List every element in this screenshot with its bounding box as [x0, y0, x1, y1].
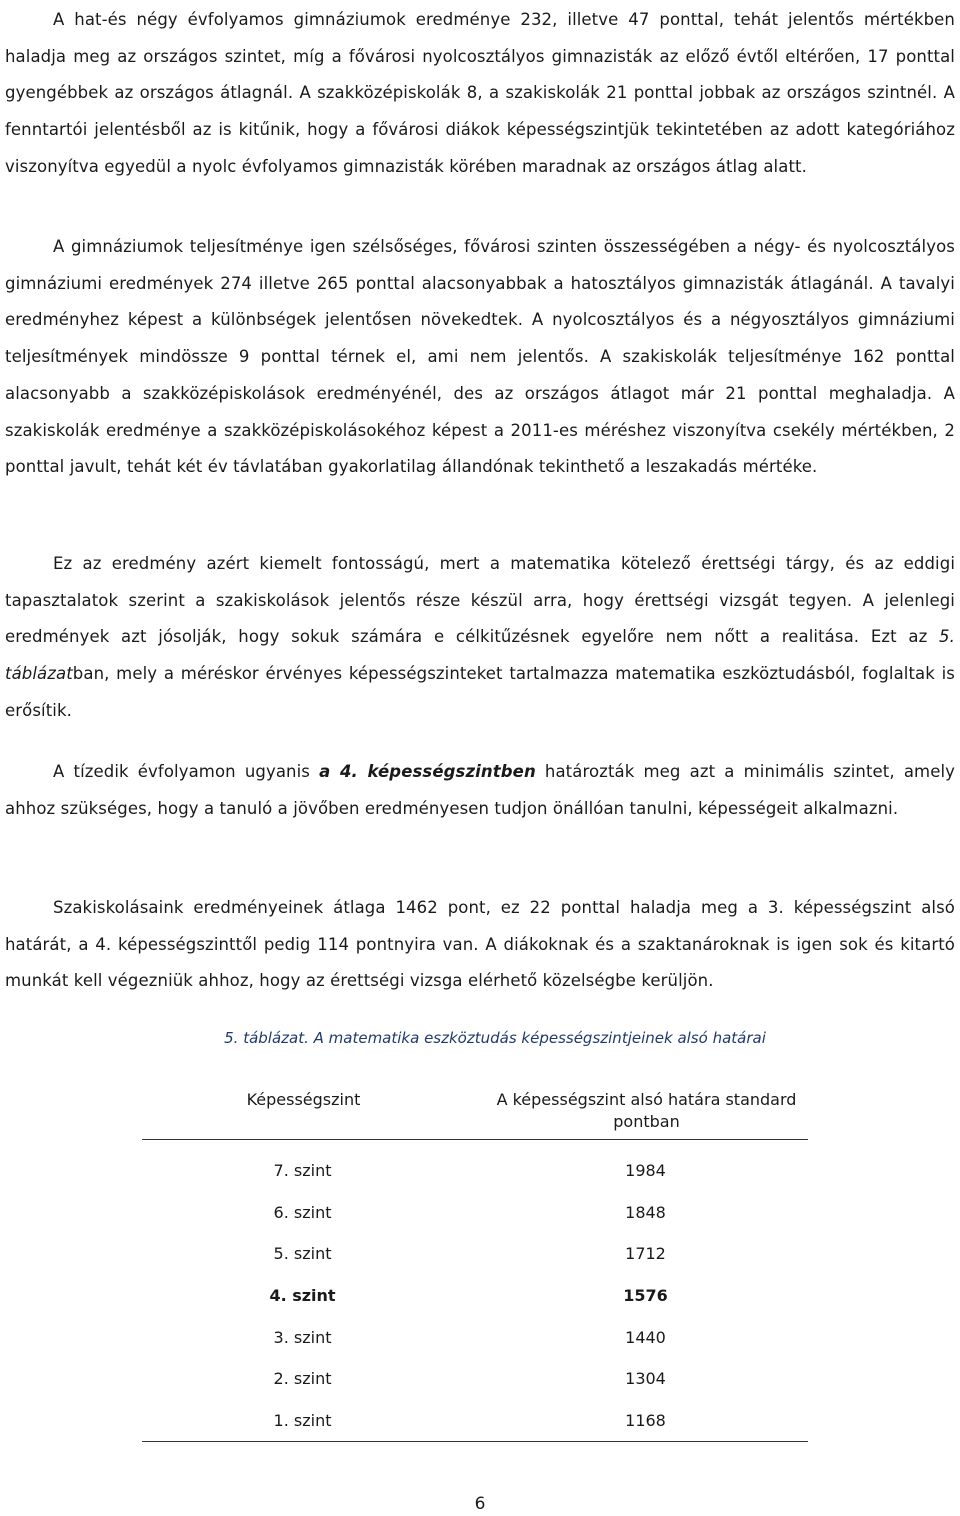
table-caption: 5. táblázat. A matematika eszköztudás képességszintjeinek alsó határai	[224, 1029, 766, 1047]
level-four-emphasis: a 4. képességszintben	[319, 762, 536, 781]
paragraph-importance-text-2: ban, mely a méréskor érvényes képességszinteket tartalmazza matematika eszköztudásból, foglaltak is erősítik.	[5, 664, 955, 720]
table-row	[142, 1192, 808, 1234]
paragraph-tenth-grade	[5, 754, 955, 827]
header-value: A képességszint alsó határa standard pontban	[485, 1086, 808, 1140]
table-row-highlighted	[142, 1275, 808, 1317]
value-cell: 1712	[625, 1244, 666, 1264]
level-cell: 2. szint	[273, 1369, 332, 1389]
ability-levels-table	[142, 1086, 808, 1442]
level-cell: 1. szint	[142, 1400, 485, 1442]
value-cell: 1984	[625, 1161, 666, 1181]
paragraph-tenth-grade-text-1: A tízedik évfolyamon ugyanis	[53, 762, 320, 781]
header-level: Képességszint	[142, 1086, 485, 1140]
table-row	[142, 1233, 808, 1275]
table-row	[142, 1358, 808, 1400]
paragraph-gymnasium-results: A hat-és négy évfolyamos gimnáziumok eredménye 232, illetve 47 ponttal, tehát jelentős mértékben haladja meg az országos szintet, míg a fővárosi nyolcosztályos gimnazisták az előző évtől eltérően, 17 ponttal gyengébbek az országos átlagnál. A szakközépiskolák 8, a szakiskolák 21 ponttal jobbak az országos szintnél. A fenntartói jelentésből az is kitűnik, hogy a fővárosi diákok képességszintjük tekintetében az adott kategóriához viszonyítva egyedül a nyolc évfolyamos gimnazisták körében maradnak az országos átlag alatt.	[5, 10, 955, 176]
level-cell: 4. szint	[269, 1286, 336, 1306]
table-row	[142, 1316, 808, 1358]
value-cell: 1304	[625, 1369, 666, 1389]
paragraph-gymnasium-performance: A gimnáziumok teljesítménye igen szélsőséges, fővárosi szinten összességében a négy- és nyolcosztályos gimnáziumi eredmények 274 illetve 265 ponttal alacsonyabbak a hatosztályos gimnazisták átlagánál. A tavalyi eredményhez képest a különbségek jelentősen növekedtek. A nyolcosztályos és a négyosztályos gimnáziumi teljesítmények mindössze 9 ponttal térnek el, ami nem jelentős. A szakiskolák teljesítménye 162 ponttal alacsonyabb a szakközépiskolások eredményénél, des az országos átlagot már 21 ponttal meghaladja. A szakiskolák eredménye a szakközépiskolásokéhoz képest a 2011-es méréshez viszonyítva csekély mértékben, 2 ponttal javult, tehát két év távlatában gyakorlatilag állandónak tekinthető a leszakadás mértéke.	[5, 237, 955, 477]
table-row	[142, 1140, 808, 1192]
value-cell: 1576	[623, 1286, 668, 1306]
value-cell: 1168	[485, 1400, 808, 1442]
paragraph-vocational-average: Szakiskolásaink eredményeinek átlaga 1462 pont, ez 22 ponttal haladja meg a 3. képességszint alsó határát, a 4. képességszinttől pedig 114 pontnyira van. A diákoknak és a szaktanároknak is igen sok és kitartó munkát kell végezniük ahhoz, hogy az érettségi vizsga elérhető közelségbe kerüljön.	[5, 898, 955, 991]
level-cell: 3. szint	[273, 1327, 332, 1347]
level-cell: 5. szint	[273, 1244, 332, 1264]
paragraph-tenth-grade-text-2: határozták meg azt a minimális szintet, amely ahhoz szükséges, hogy a tanuló a jövőben eredményesen tudjon önállóan tanulni, képességeit alkalmazni.	[5, 762, 955, 818]
table-reference: 5. táblázat	[5, 627, 955, 684]
paragraph-importance	[5, 546, 955, 730]
paragraph-importance-text-1: Ez az eredmény azért kiemelt fontosságú, mert a matematika kötelező érettségi tárgy, és az eddigi tapasztalatok szerint a szakiskolások jelentős része készül arra, hogy érettségi vizsgát tegyen. A jelenlegi eredmények azt jósolják, hogy sokuk számára e célkitűzésnek egyelőre nem nőtt a realitása. Ezt az	[5, 554, 955, 647]
level-cell: 7. szint	[273, 1161, 332, 1181]
level-cell: 6. szint	[273, 1202, 332, 1222]
value-cell: 1848	[625, 1202, 666, 1222]
value-cell: 1440	[625, 1327, 666, 1347]
table-row	[142, 1400, 808, 1442]
table-header-row	[142, 1086, 808, 1140]
page-number: 6	[474, 1494, 486, 1514]
